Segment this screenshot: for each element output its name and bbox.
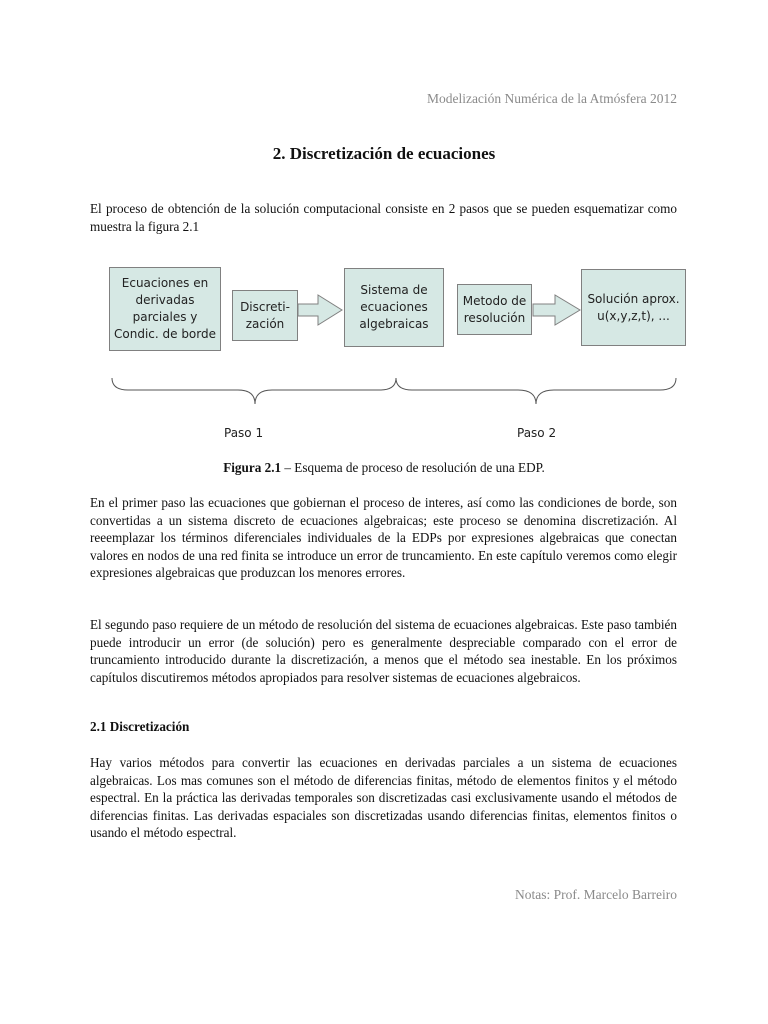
figure-caption — [0, 460, 768, 476]
brace-paso-1 — [112, 378, 396, 404]
diagram-box-sistema: Sistema de ecuaciones algebraicas — [344, 268, 444, 347]
subsection-heading: 2.1 Discretización — [90, 719, 190, 734]
figure-caption-label: Figura 2.1 — [223, 460, 282, 475]
section-title: 2. Discretización de ecuaciones — [272, 144, 496, 163]
diagram-box-ecuaciones: Ecuaciones en derivadas parciales y Condic. de borde — [109, 267, 221, 351]
arrow-icon — [533, 295, 580, 325]
intro-paragraph: El proceso de obtención de la solución computacional consiste en 2 pasos que se pueden esquematizar como muestra la figura 2.1 — [90, 201, 677, 234]
diagram-connectors — [0, 0, 768, 420]
page-header: Modelización Numérica de la Atmósfera 2012 — [426, 91, 677, 106]
step-label-2: Paso 2 — [517, 426, 557, 440]
brace-paso-2 — [396, 378, 676, 404]
arrow-icon — [298, 295, 342, 325]
step-label-1: Paso 1 — [224, 426, 264, 440]
figure-caption-text: – Esquema de proceso de resolución de una EDP. — [281, 460, 545, 475]
subsection-paragraph: Hay varios métodos para convertir las ecuaciones en derivadas parciales a un sistema de ecuaciones algebraicas. Los mas comunes son el método de diferencias finitas, método de elementos finitos y el método espectral. En la práctica las derivadas temporales son discretizadas casi exclusivamente usando el métodos de diferencias finitas. Las derivadas espaciales son discretizadas usando diferencias finitas, elementos finitos o usando el método espectral. — [90, 755, 677, 840]
diagram-box-solucion: Solución aprox. u(x,y,z,t), ... — [581, 269, 686, 346]
body-paragraph-1: En el primer paso las ecuaciones que gobiernan el proceso de interes, así como las condiciones de borde, son convertidas a un sistema discreto de ecuaciones algebraicas; este proceso se denomina discretización. Al reeemplazar los términos diferenciales individuales de la EDPs por expresiones algebraicas que conectan valores en nodos de una red finita se introduce un error de truncamiento. En este capítulo veremos como elegir expresiones algebraicas que produzcan los menores errores. — [90, 495, 677, 580]
page-footer: Notas: Prof. Marcelo Barreiro — [515, 887, 677, 902]
body-paragraph-2: El segundo paso requiere de un método de resolución del sistema de ecuaciones algebraicas. Este paso también puede introducir un error (de solución) pero es generalmente despreciable comparado con el error de truncamiento introducido durante la discretización, a menos que el método sea inestable. En los próximos capítulos discutiremos métodos apropiados para resolver sistemas de ecuaciones algebraicos. — [90, 617, 677, 685]
diagram-box-discretizacion: Discreti-zación — [232, 290, 298, 341]
diagram-box-metodo: Metodo de resolución — [457, 284, 532, 335]
